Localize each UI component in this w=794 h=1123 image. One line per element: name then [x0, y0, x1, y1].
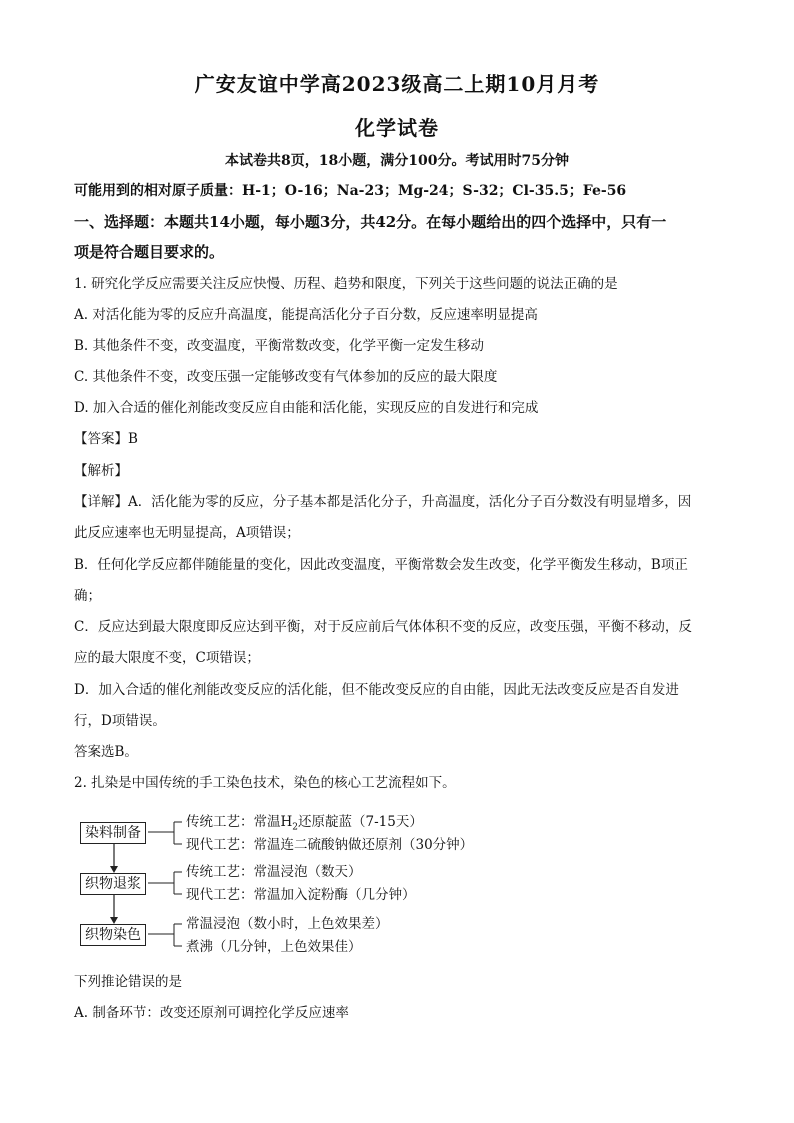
section-heading-line1: 一、选择题：本题共14小题，每小题3分，共42分。在每小题给出的四个选择中，只有一	[74, 213, 667, 231]
q1-explanation-line: 行，D项错误。	[74, 713, 166, 729]
atomic-masses: 可能用到的相对原子质量：H-1；O-16；Na-23；Mg-24；S-32；Cl-35.5；Fe-56	[74, 183, 627, 199]
exam-title: 广安友谊中学高2023级高二上期10月月考	[194, 72, 600, 96]
q1-option-a: A. 对活化能为零的反应升高温度，能提高活化分子百分数，反应速率明显提高	[74, 307, 538, 323]
q2-question: 下列推论错误的是	[74, 974, 182, 990]
q1-answer: 【答案】B	[74, 431, 138, 447]
q2-stem: 2. 扎染是中国传统的手工染色技术，染色的核心工艺流程如下。	[74, 775, 456, 791]
flow-desizing-traditional: 传统工艺：常温浸泡（数天）	[186, 864, 362, 880]
q1-explanation-line: 应的最大限度不变，C项错误；	[74, 650, 260, 666]
q1-option-b: B. 其他条件不变，改变温度，平衡常数改变，化学平衡一定发生移动	[74, 338, 485, 354]
q1-explanation-line: 此反应速率也无明显提高，A项错误；	[74, 525, 300, 541]
flow-dye-prep-traditional: 传统工艺：常温$H_2$还原靛蓝（7-15天）	[186, 814, 423, 833]
q1-analysis-label: 【解析】	[74, 463, 128, 479]
flow-dye-prep-modern: 现代工艺：常温连二硫酸钠做还原剂（30分钟）	[186, 837, 474, 853]
q1-stem: 1. 研究化学反应需要关注反应快慢、历程、趋势和限度，下列关于这些问题的说法正确的是	[74, 276, 618, 292]
exam-subtitle: 化学试卷	[355, 116, 439, 140]
flow-step-desizing: 织物退浆	[80, 873, 146, 895]
q2-option-a: A. 制备环节：改变还原剂可调控化学反应速率	[74, 1005, 349, 1021]
q1-explanation-line: B．任何化学反应都伴随能量的变化，因此改变温度，平衡常数会发生改变，化学平衡发生移动，B项正	[74, 557, 688, 573]
q1-explanation-line: C．反应达到最大限度即反应达到平衡，对于反应前后气体体积不变的反应，改变压强，平衡不移动，反	[74, 619, 692, 635]
flow-desizing-modern: 现代工艺：常温加入淀粉酶（几分钟）	[186, 887, 416, 903]
q1-explanation-line: 确；	[74, 588, 101, 604]
flow-step-dyeing: 织物染色	[80, 924, 146, 946]
q1-option-d: D. 加入合适的催化剂能改变反应自由能和活化能，实现反应的自发进行和完成	[74, 400, 539, 416]
dyeing-flow-diagram	[74, 810, 534, 960]
flow-dyeing-boil: 煮沸（几分钟，上色效果佳）	[186, 939, 362, 955]
flow-dyeing-soak: 常温浸泡（数小时，上色效果差）	[186, 916, 389, 932]
flow-step-dye-prep: 染料制备	[80, 822, 146, 844]
q1-explanation-line: D．加入合适的催化剂能改变反应的活化能，但不能改变反应的自由能，因此无法改变反应是否自发进	[74, 682, 679, 698]
q1-option-c: C. 其他条件不变，改变压强一定能够改变有气体参加的反应的最大限度	[74, 369, 498, 385]
exam-info: 本试卷共8页，18小题，满分100分。考试用时75分钟	[225, 153, 569, 169]
section-heading-line2: 项是符合题目要求的。	[74, 243, 225, 261]
q1-final-answer: 答案选B。	[74, 744, 138, 760]
q1-explanation-line: 【详解】A．活化能为零的反应，分子基本都是活化分子，升高温度，活化分子百分数没有明显增多，因	[74, 494, 692, 510]
